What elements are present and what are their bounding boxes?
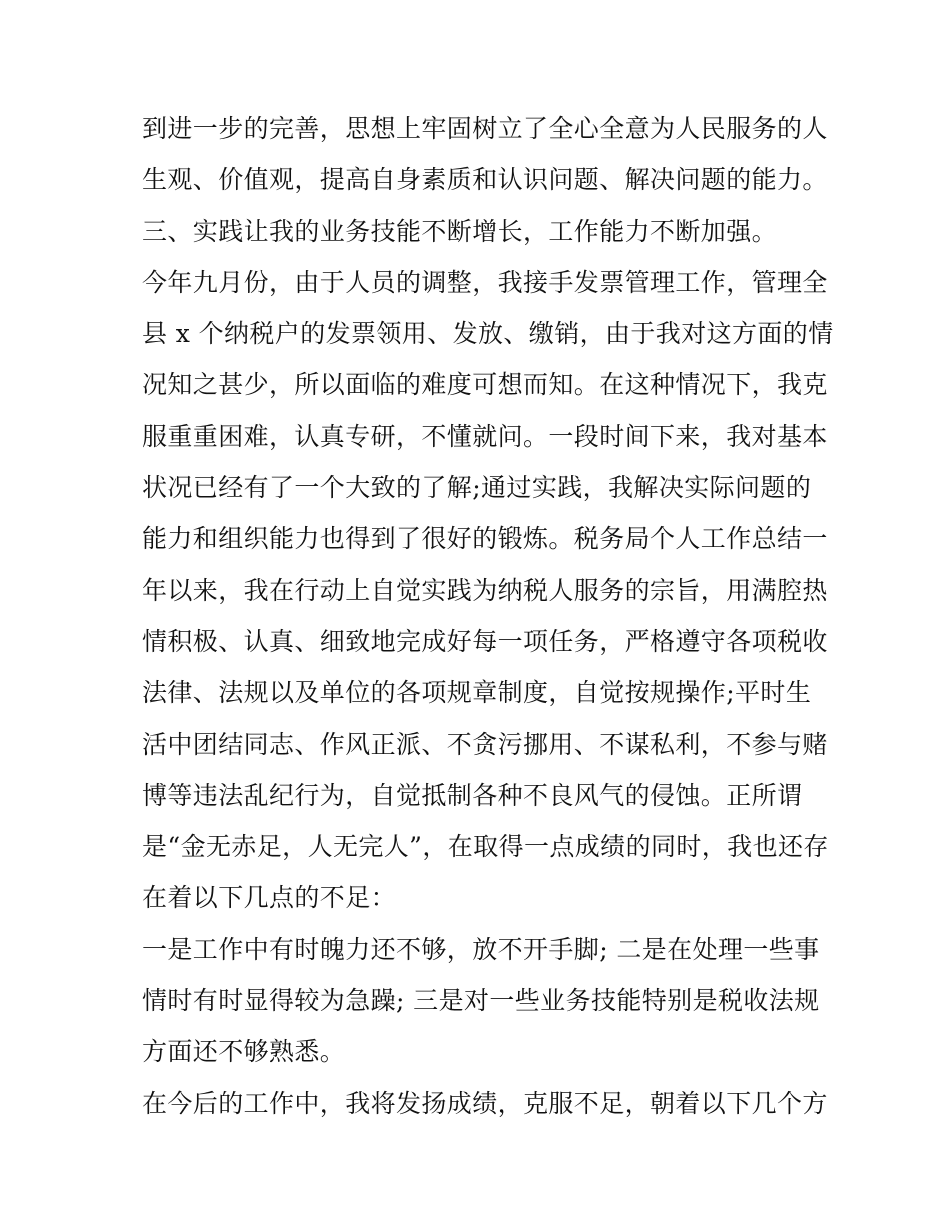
section-heading: 三、实践让我的业务技能不断增长，工作能力不断加强。 [142, 216, 778, 246]
text-line: 服重重困难，认真专研，不懂就问。一段时间下来，我对基本 [142, 421, 828, 451]
text-line: 活中团结同志、作风正派、不贪污挪用、不谋私利，不参与赌 [142, 729, 828, 759]
text-line: 况知之甚少，所以面临的难度可想而知。在这种情况下，我克 [142, 370, 828, 400]
text-line: 在着以下几点的不足： [142, 883, 397, 913]
text-line: 情时有时显得较为急躁; 三是对一些业务技能特别是税收法规 [142, 986, 820, 1016]
text-line: 状况已经有了一个大致的了解;通过实践，我解决实际问题的 [142, 473, 812, 503]
text-line: 县 x 个纳税户的发票领用、发放、缴销，由于我对这方面的情 [142, 319, 834, 349]
text-line: 生观、价值观，提高自身素质和认识问题、解决问题的能力。 [142, 165, 828, 195]
text-line: 年以来，我在行动上自觉实践为纳税人服务的宗旨，用满腔热 [142, 575, 828, 605]
text-line: 在今后的工作中，我将发扬成绩，克服不足，朝着以下几个方 [142, 1088, 828, 1118]
text-line: 到进一步的完善，思想上牢固树立了全心全意为人民服务的人 [142, 114, 828, 143]
text-line: 今年九月份，由于人员的调整，我接手发票管理工作，管理全 [142, 267, 828, 297]
text-line: 方面还不够熟悉。 [142, 1037, 346, 1067]
text-line: 博等违法乱纪行为，自觉抵制各种不良风气的侵蚀。正所谓 [142, 780, 803, 810]
body-text [142, 103, 834, 1129]
text-line: 一是工作中有时魄力还不够，放不开手脚; 二是在处理一些事 [142, 934, 820, 964]
text-line: 法律、法规以及单位的各项规章制度，自觉按规操作;平时生 [142, 678, 812, 708]
text-line: 是“金无赤足，人无完人”，在取得一点成绩的同时，我也还存 [142, 832, 829, 862]
text-line: 能力和组织能力也得到了很好的锻炼。税务局个人工作总结一 [142, 524, 828, 554]
text-line: 情积极、认真、细致地完成好每一项任务，严格遵守各项税收 [142, 626, 828, 656]
